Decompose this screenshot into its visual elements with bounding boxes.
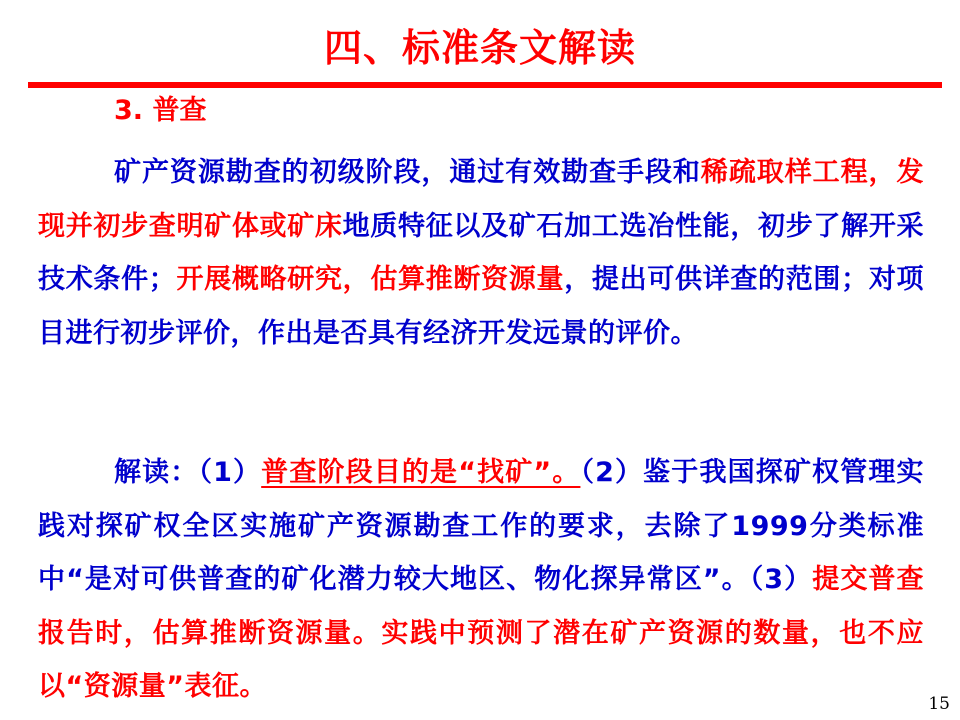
interpretation-text-1: 解读：（1） bbox=[114, 457, 262, 488]
definition-highlight-1: 稀疏取样工程，发现并初步查明矿体或矿床 bbox=[38, 157, 924, 242]
interpretation-underlined-point: 普查阶段目的是“找矿”。 bbox=[261, 457, 581, 488]
definition-text-2: 地质特征以及矿石加工选冶性能，初步了解开采技术条件； bbox=[38, 210, 925, 295]
definition-text-1: 矿产资源勘查的初级阶段，通过有效勘查手段和 bbox=[114, 157, 701, 188]
section-heading: 3. 普查 bbox=[114, 95, 207, 126]
interpretation-text-2: （2）鉴于我国探矿权管理实践对探矿权全区实施矿产资源勘查工作的要求，去除了1999分类标准中“是对可供普查的矿化潜力较大地区、物化探异常区”。（3） bbox=[38, 457, 924, 595]
interpretation-highlight: 提交普查报告时，估算推断资源量。实践中预测了潜在矿产资源的数量，也不应以“资源量”表征。 bbox=[38, 564, 925, 702]
definition-text-3: ，提出可供详查的范围；对项目进行初步评价，作出是否具有经济开发远景的评价。 bbox=[38, 264, 925, 349]
definition-paragraph bbox=[38, 146, 924, 360]
interpretation-paragraph bbox=[38, 446, 924, 714]
page-number: 15 bbox=[928, 694, 950, 714]
title-divider bbox=[28, 82, 942, 88]
page-title: 四、标准条文解读 bbox=[323, 26, 636, 70]
definition-highlight-2: 开展概略研究，估算推断资源量 bbox=[176, 264, 565, 295]
